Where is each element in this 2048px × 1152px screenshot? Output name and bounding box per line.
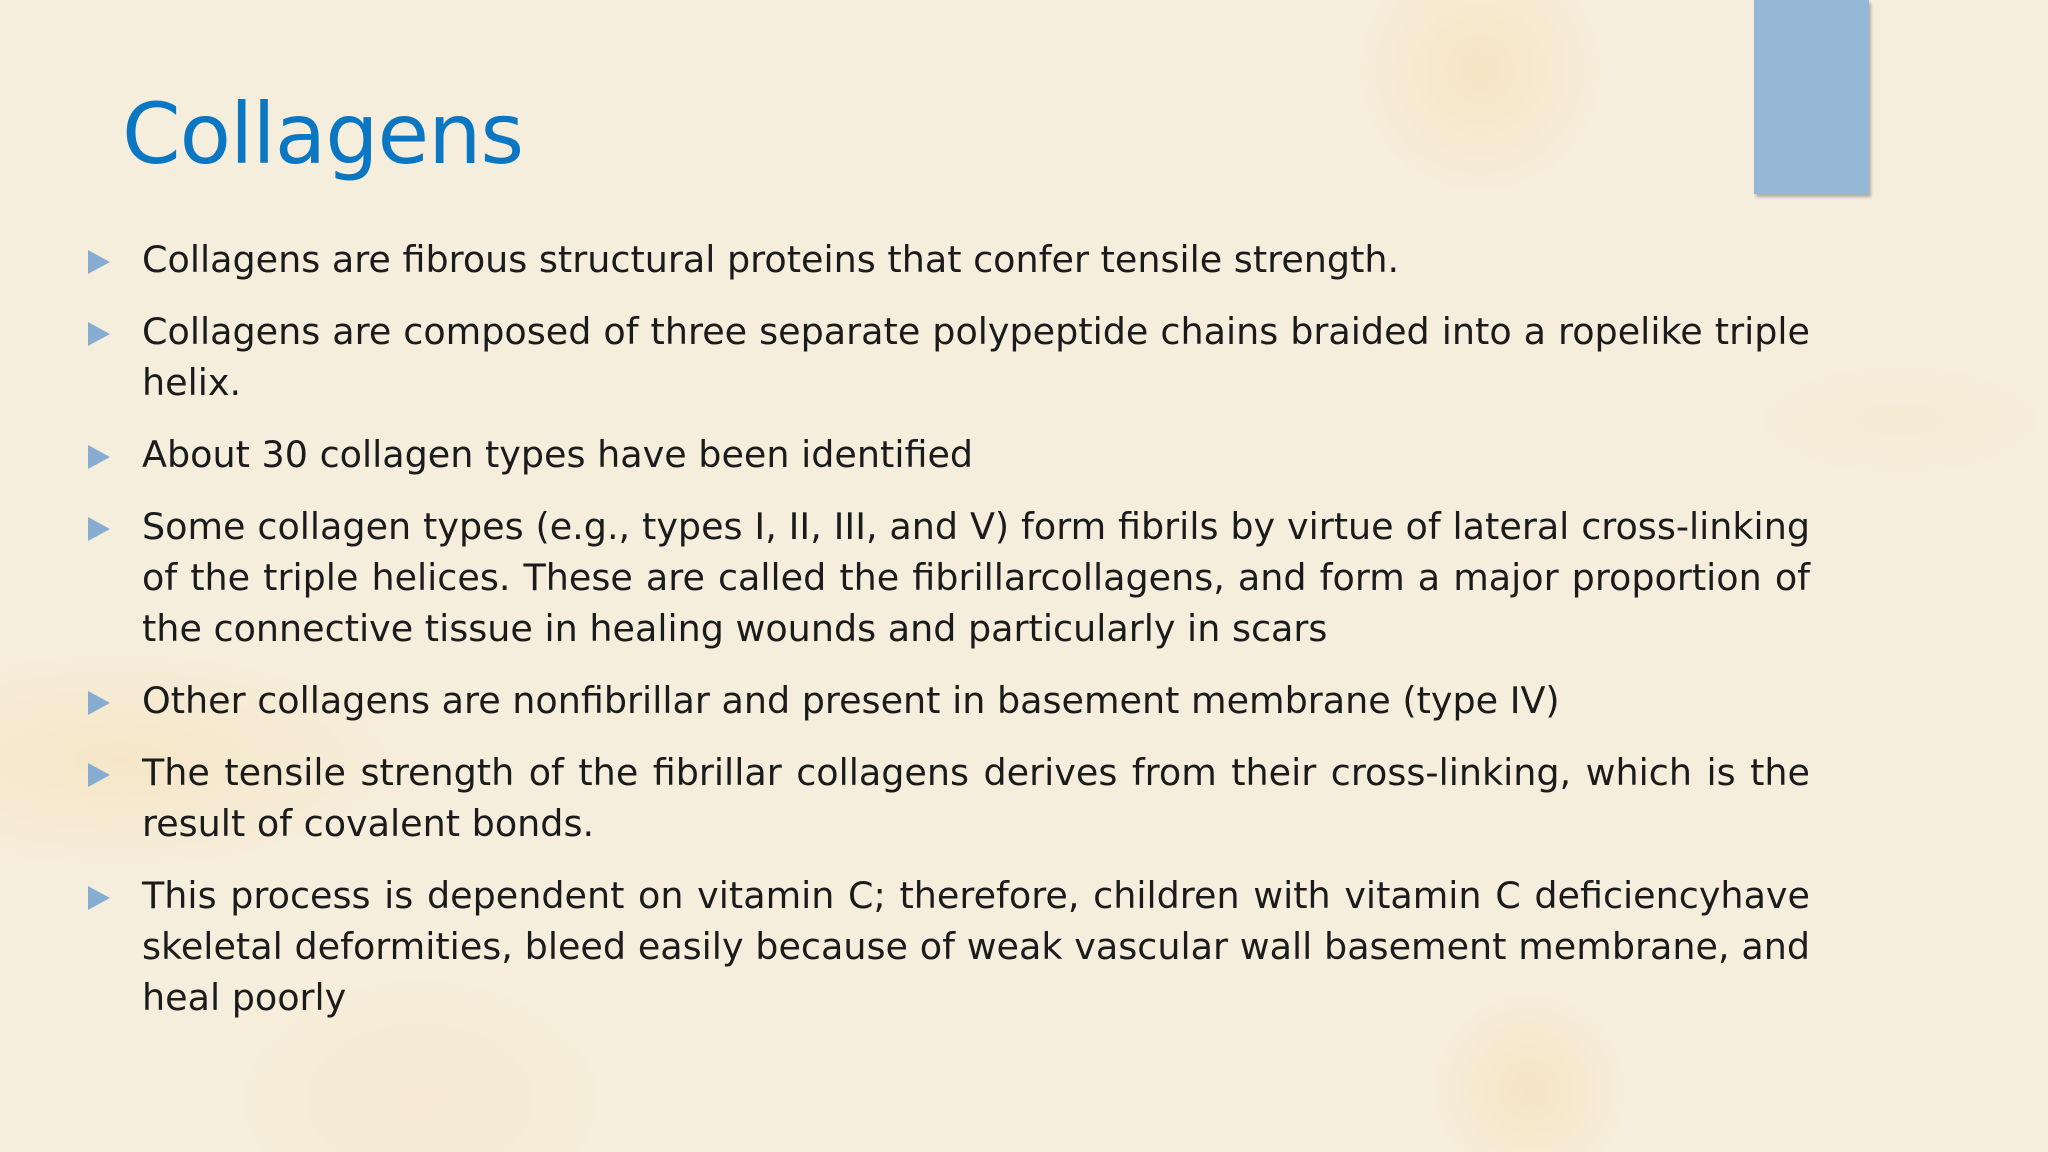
bullet-text: This process is dependent on vitamin C; therefore, children with vitamin C deficiencyhave skeletal deformities, bleed easily because of weak vascular wall basement membrane, and heal poorly (142, 874, 1810, 1019)
bullet-text: The tensile strength of the fibrillar collagens derives from their cross-linking, which is the result of covalent bonds. (142, 751, 1810, 845)
bullet-list (80, 234, 1810, 1044)
accent-tab (1754, 0, 1869, 194)
bullet-text: About 30 collagen types have been identified (142, 433, 974, 476)
bullet-item (80, 429, 1810, 480)
bullet-text: Other collagens are nonfibrillar and present in basement membrane (type IV) (142, 679, 1560, 722)
triangle-right-icon (88, 250, 110, 274)
triangle-right-icon (88, 445, 110, 469)
triangle-right-icon (88, 322, 110, 346)
triangle-right-icon (88, 763, 110, 787)
bullet-item (80, 747, 1810, 849)
triangle-right-icon (88, 517, 110, 541)
bullet-text: Collagens are composed of three separate polypeptide chains braided into a ropelike triple helix. (142, 310, 1810, 404)
bullet-text: Collagens are fibrous structural proteins that confer tensile strength. (142, 238, 1400, 281)
triangle-right-icon (88, 886, 110, 910)
bullet-item (80, 870, 1810, 1023)
bullet-item (80, 234, 1810, 285)
bullet-text: Some collagen types (e.g., types I, II, III, and V) form fibrils by virtue of lateral cross-linking of the triple helices. These are called the fibrillarcollagens, and form a major proportion of the connective tissue in healing wounds and particularly in scars (142, 505, 1810, 650)
triangle-right-icon (88, 691, 110, 715)
bullet-item (80, 501, 1810, 654)
bullet-item (80, 306, 1810, 408)
bullet-item (80, 675, 1810, 726)
slide-title: Collagens (122, 85, 524, 183)
